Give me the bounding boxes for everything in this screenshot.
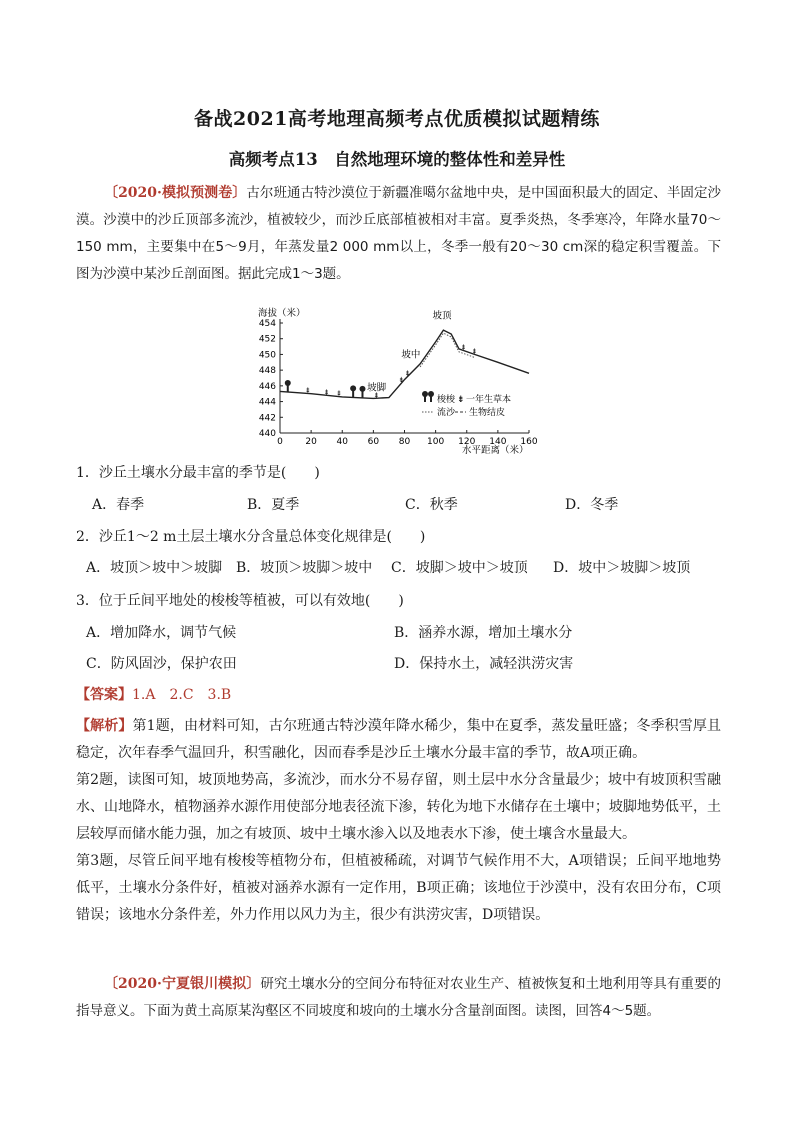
dune-profile-line: [280, 330, 529, 398]
q3-option-b: B．涵养水源，增加土壤水分: [394, 625, 573, 641]
q2-option-c: C．坡脚＞坡中＞坡顶: [391, 560, 528, 576]
q2-option-d: D．坡中＞坡脚＞坡顶: [553, 560, 691, 576]
y-tick-label: 452: [258, 334, 276, 345]
annual-herb: ⇟: [305, 386, 311, 395]
saxaul-icon: [422, 391, 434, 402]
x-tick-label: 160: [520, 437, 538, 447]
question-1-stem: 1．沙丘土壤水分最丰富的季节是( ): [76, 465, 320, 481]
material-2-text: 研究土壤水分的空间分布特征对农业生产、植被恢复和土地利用等具有重要的指导意义。下面为黄土高原某沟壑区不同坡度和坡向的土壤水分含量剖面图。读图，回答4～5题。: [76, 976, 722, 1019]
q3-option-a: A．增加降水，调节气候: [86, 625, 237, 641]
y-axis: [259, 319, 283, 439]
dune-profile-figure: [252, 305, 547, 460]
question-1-options: [92, 494, 665, 514]
annual-herb: ⇟: [323, 388, 330, 397]
annual-grass-icon: ⇟: [457, 395, 465, 405]
annual-herb: ⇟: [460, 343, 467, 352]
annual-herb: ⇟: [398, 376, 405, 385]
legend: [422, 391, 511, 418]
question-1: [76, 460, 736, 487]
q2-option-a: A．坡顶＞坡中＞坡脚: [86, 560, 223, 576]
material-1-text: 古尔班通古特沙漠位于新疆准噶尔盆地中央，是中国面积最大的固定、半固定沙漠。沙漠中的沙丘顶部多流沙，植被较少，而沙丘底部植被相对丰富。夏季炎热，冬季寒冷，年降水量70～150 mm，主要集中在5～9月，年蒸发量2 000 mm以上，冬季一般有20～30 cm深的稳定积雪覆盖。下图为沙漠中某沙丘剖面图。据此完成1～3题。: [76, 185, 722, 282]
answer-value: 1.A 2.C 3.B: [132, 687, 232, 703]
material-1: [76, 180, 721, 288]
legend-saxaul: 梭梭: [437, 395, 456, 405]
analysis: [76, 713, 721, 929]
y-tick-label: 444: [258, 397, 276, 408]
x-tick-label: 40: [336, 437, 348, 447]
label-middle: 坡中: [401, 349, 421, 361]
question-3-stem: 3．位于丘间平地处的梭梭等植被，可以有效地( ): [76, 593, 404, 609]
analysis-q3: 第3题，尽管丘间平地有梭梭等植物分布，但植被稀疏，对调节气候作用不大，A项错误；丘间平地地势低平，土壤水分条件好，植被对涵养水源有一定作用，B项正确；该地位于沙漠中，没有农田分布，C项错误；该地水分条件差，外力作用以风力为主，很少有洪涝灾害，D项错误。: [76, 853, 721, 923]
saxaul-crown: [359, 386, 365, 392]
question-3: [76, 588, 736, 615]
y-tick-label: 446: [258, 381, 276, 392]
label-top: 坡顶: [432, 310, 452, 322]
saxaul-crown: [285, 380, 291, 386]
material-1-source: 〔2020·模拟预测卷〕: [104, 185, 247, 201]
q1-option-a: A．春季: [92, 497, 145, 513]
x-tick-label: 0: [277, 437, 283, 447]
annual-herb: ⇟: [336, 389, 343, 398]
x-axis-label: 水平距离（米）: [462, 445, 529, 456]
saxaul-crown: [350, 385, 356, 391]
page-title: 备战2021高考地理高频考点优质模拟试题精练: [194, 108, 600, 130]
analysis-q2: 第2题，读图可知，坡顶地势高，多流沙，而水分不易存留，则土层中水分含量最少；坡中有坡顶积雪融水、山地降水，植物涵养水源作用使部分地表径流下渗，转化为地下水储存在土壤中；坡脚地势低平，土层较厚而储水能力强，加之有坡顶、坡中土壤水渗入以及地表水下渗，使土壤含水量最大。: [76, 772, 721, 842]
answer-line: [76, 682, 736, 709]
y-tick-label: 448: [258, 366, 276, 377]
x-tick-label: 140: [489, 437, 507, 447]
y-tick-label: 442: [258, 413, 276, 424]
q2-option-b: B．坡顶＞坡脚＞坡中: [236, 560, 373, 576]
legend-crust: 生物结皮: [469, 408, 506, 418]
annual-herb: ⇟: [404, 369, 411, 378]
q1-option-c: C．秋季: [405, 497, 458, 513]
q3-option-c: C．防风固沙，保护农田: [86, 656, 237, 672]
question-2: [76, 524, 736, 551]
page-subtitle: 高频考点13 自然地理环境的整体性和差异性: [228, 150, 566, 169]
answer-label: 【答案】: [76, 687, 132, 703]
analysis-label: 【解析】: [76, 718, 133, 734]
legend-sand: 流沙: [437, 408, 456, 418]
x-tick-label: 100: [427, 437, 445, 447]
q3-option-d: D．保持水土，减轻洪涝灾害: [394, 656, 574, 672]
analysis-q1: 第1题，由材料可知，古尔班通古特沙漠年降水稀少，集中在夏季，蒸发量旺盛；冬季积雪厚且稳定，次年春季气温回升，积雪融化，因而春季是沙丘土壤水分最丰富的季节，故A项正确。: [76, 718, 722, 761]
question-3-options-row2: [86, 653, 594, 673]
x-tick-label: 120: [458, 437, 476, 447]
q1-option-d: D．冬季: [565, 497, 619, 513]
x-tick-label: 60: [367, 437, 380, 447]
q1-option-b: B．夏季: [247, 497, 300, 513]
material-2: [76, 971, 721, 1025]
annual-herb: ⇟: [471, 347, 478, 356]
y-tick-label: 454: [258, 319, 276, 329]
legend-annual: 一年生草本: [466, 395, 512, 405]
annual-herb: ⇟: [373, 391, 380, 400]
x-tick-label: 80: [398, 437, 411, 447]
material-2-source: 〔2020·宁夏银川模拟〕: [104, 976, 261, 992]
question-3-options-row1: [86, 622, 594, 642]
question-2-stem: 2．沙丘1～2 m土层土壤水分含量总体变化规律是( ): [76, 529, 426, 545]
y-tick-label: 450: [258, 350, 276, 361]
x-tick-label: 20: [305, 437, 317, 447]
y-axis-label: 海拔（米）: [258, 308, 306, 319]
y-tick-label: 440: [258, 429, 276, 439]
label-foot: 坡脚: [367, 382, 387, 394]
question-2-options: [86, 557, 703, 577]
dune-profile-chart: [252, 305, 547, 460]
